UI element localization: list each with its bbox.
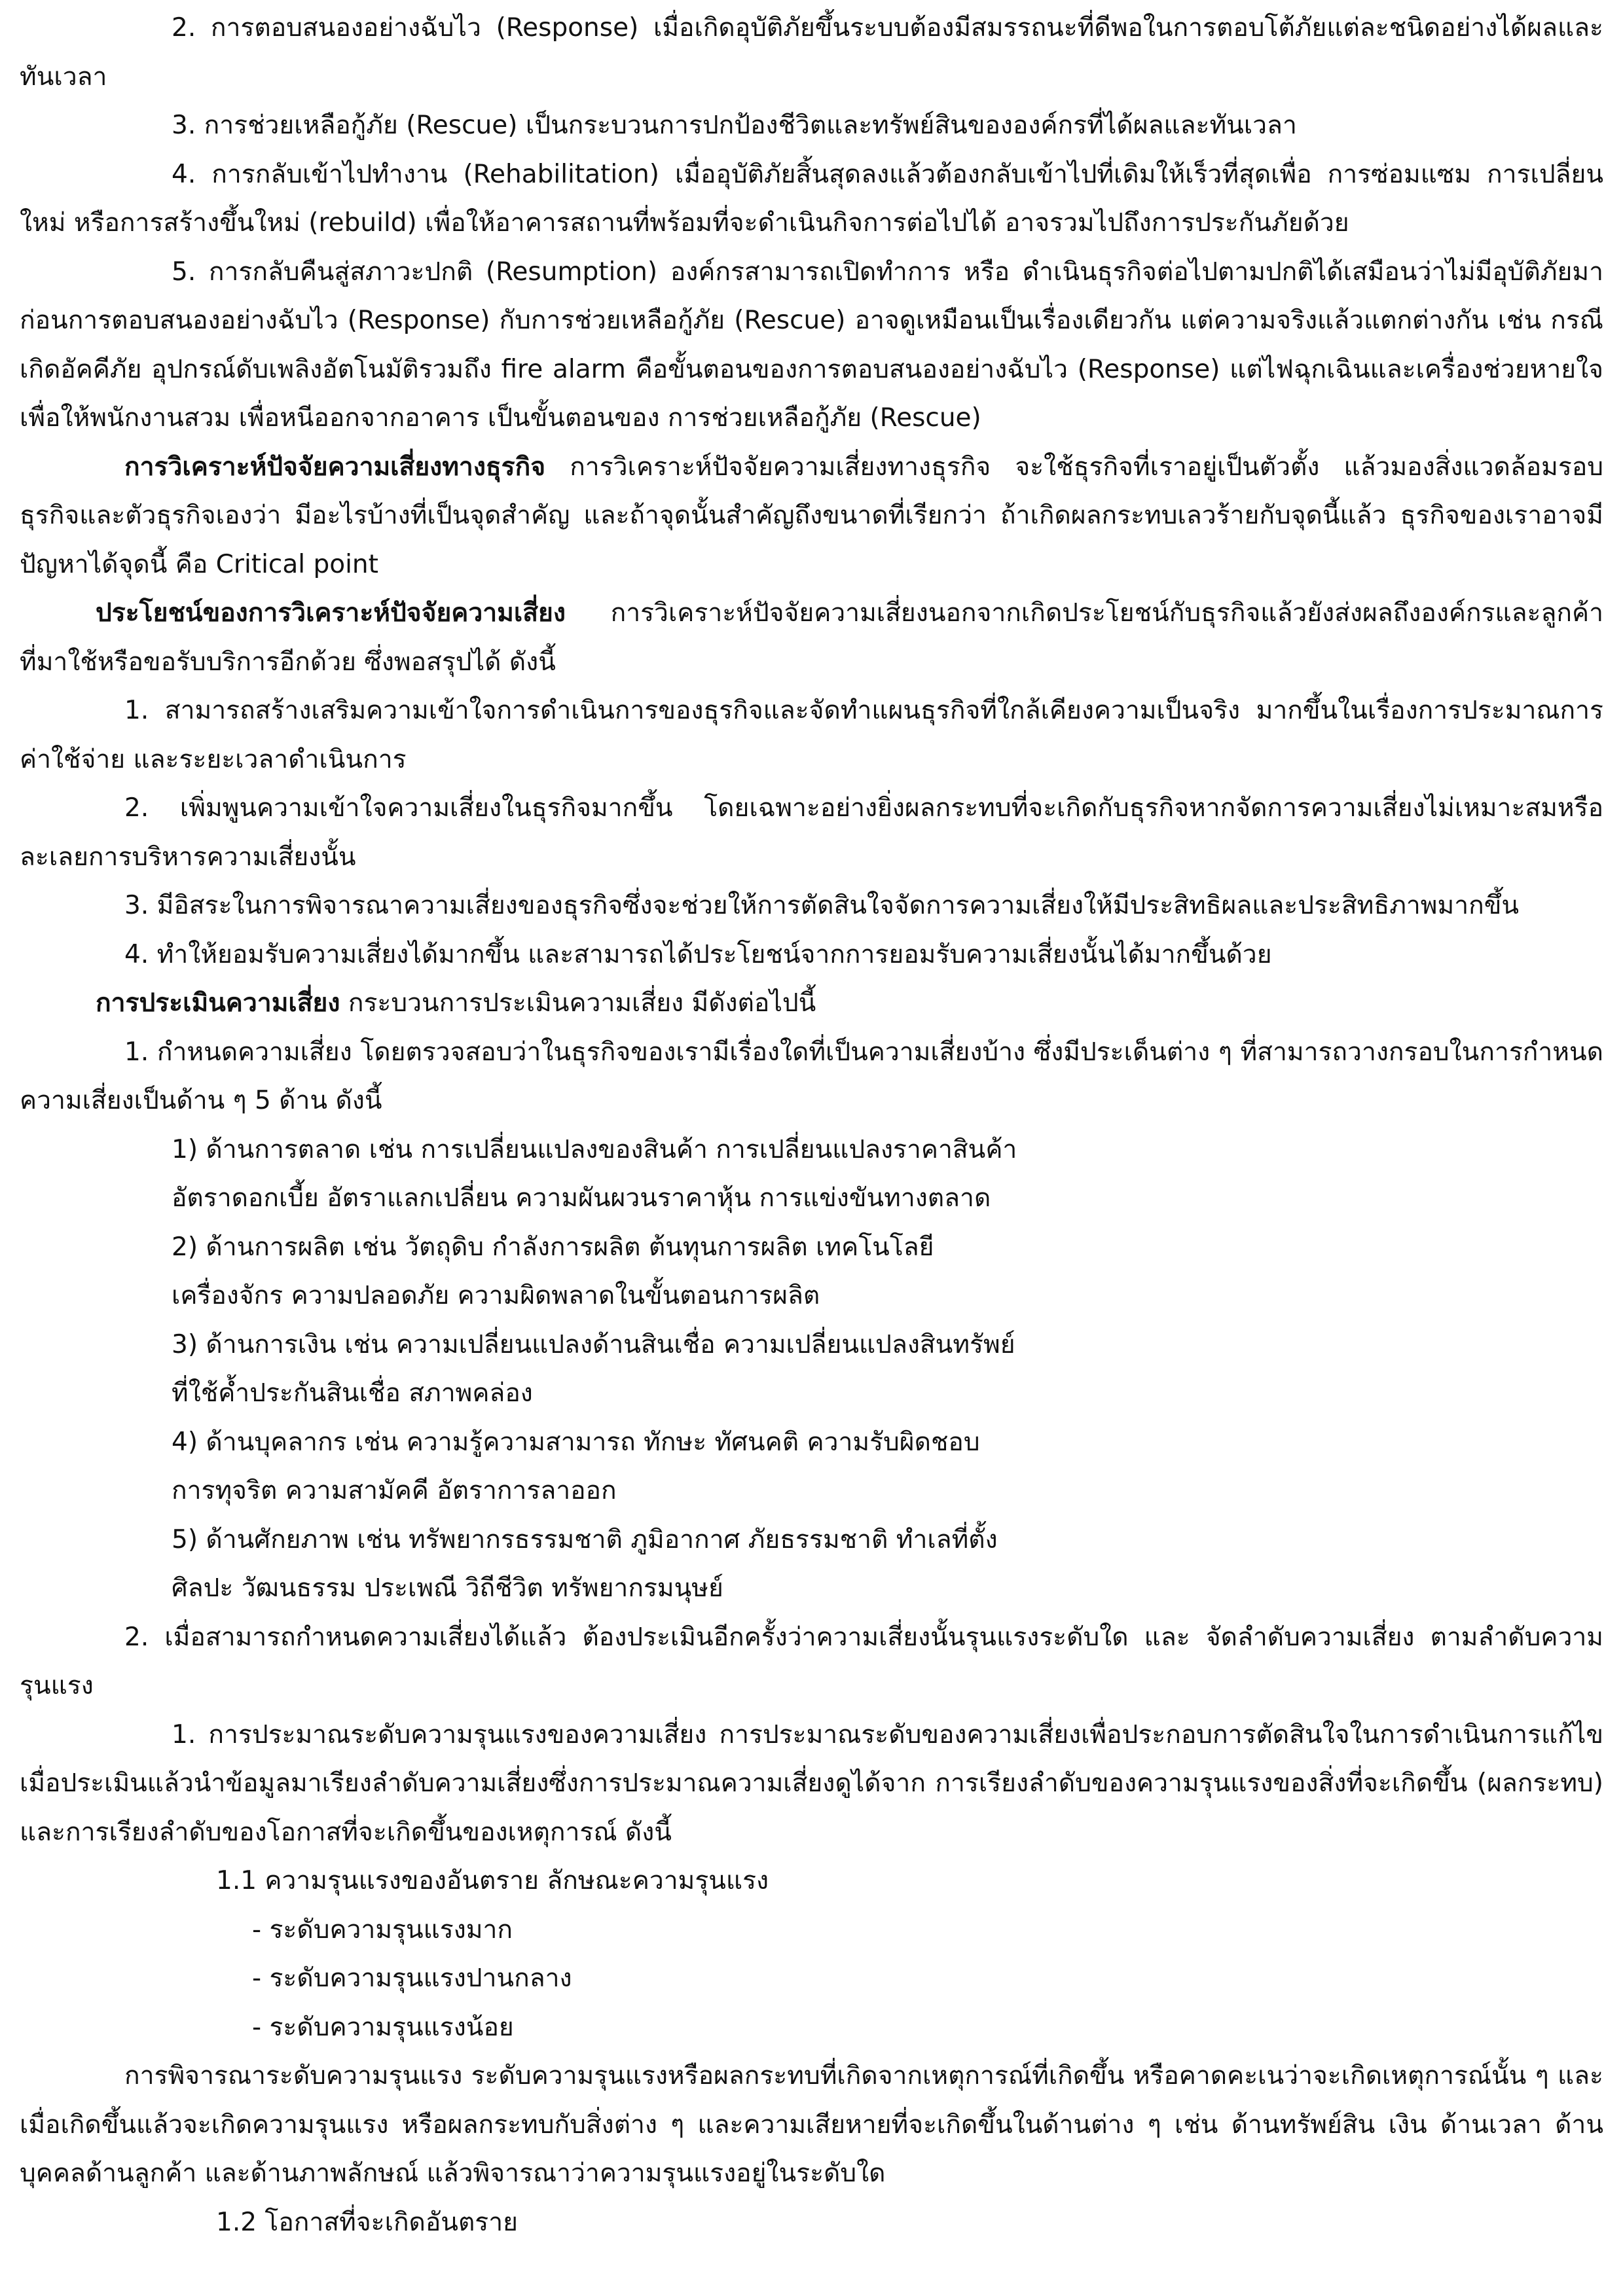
paragraph-risk-analysis-benefits xyxy=(20,589,1603,687)
benefit-item-2: 2. เพิ่มพูนความเข้าใจความเสี่ยงในธุรกิจมากขึ้น โดยเฉพาะอย่างยิ่งผลกระทบที่จะเกิดกับธุรกิจหากจัดการความเสี่ยงไม่เหมาะสมหรือละเลยการบริหารความเสี่ยงนั้น xyxy=(20,793,1603,872)
subheading-hazard-severity: 1.1 ความรุนแรงของอันตราย ลักษณะความรุนแรง xyxy=(216,1866,769,1895)
benefit-item-3: 3. มีอิสระในการพิจารณาความเสี่ยงของธุรกิจซึ่งจะช่วยให้การตัดสินใจจัดการความเสี่ยงให้มีประสิทธิผลและประสิทธิภาพมากขึ้น xyxy=(124,891,1520,920)
assessment-step-1: 1. กำหนดความเสี่ยง โดยตรวจสอบว่าในธุรกิจของเรามีเรื่องใดที่เป็นความเสี่ยงบ้าง ซึ่งมีประเด็นต่าง ๆ ที่สามารถวางกรอบในการกำหนดความเสี่ยงเป็นด้าน ๆ 5 ด้าน ดังนี้ xyxy=(20,1037,1603,1115)
paragraph-resumption: 5. การกลับคืนสู่สภาวะปกติ (Resumption) องค์กรสามารถเปิดทำการ หรือ ดำเนินธุรกิจต่อไปตามปกติได้เสมือนว่าไม่มีอุบัติภัยมาก่อนการตอบสนองอย่างฉับไว (Response) กับการช่วยเหลือกู้ภัย (Rescue) อาจดูเหมือนเป็นเรื่องเดียวกัน แต่ความจริงแล้วแตกต่างกัน เช่น กรณีเกิดอัคคีภัย อุปกรณ์ดับเพลิงอัตโนมัติรวมถึง fire alarm คือขั้นตอนของการตอบสนองอย่างฉับไว (Response) แต่ไฟฉุกเฉินและเครื่องช่วยหายใจเพื่อให้พนักงานสวม เพื่อหนีออกจากอาคาร เป็นขั้นตอนของ การช่วยเหลือกู้ภัย (Rescue) xyxy=(20,257,1603,433)
assessment-step-2: 2. เมื่อสามารถกำหนดความเสี่ยงได้แล้ว ต้องประเมินอีกครั้งว่าความเสี่ยงนั้นรุนแรงระดับใด และ จัดลำดับความเสี่ยง ตามลำดับความรุนแรง xyxy=(20,1622,1603,1700)
severity-level-high: - ระดับความรุนแรงมาก xyxy=(252,1914,513,1945)
heading-business-risk-analysis: การวิเคราะห์ปัจจัยความเสี่ยงทางธุรกิจ xyxy=(124,452,546,482)
document-page xyxy=(20,4,1603,2247)
risk-area-marketing-line2: อัตราดอกเบี้ย อัตราแลกเปลี่ยน ความผันผวนราคาหุ้น การแข่งขันทางตลาด xyxy=(172,1183,991,1213)
risk-area-production-line2: เครื่องจักร ความปลอดภัย ความผิดพลาดในขั้นตอนการผลิต xyxy=(172,1281,820,1310)
risk-area-personnel-line1: 4) ด้านบุคลากร เช่น ความรู้ความสามารถ ทักษะ ทัศนคติ ความรับผิดชอบ xyxy=(172,1427,980,1457)
risk-area-finance-line1: 3) ด้านการเงิน เช่น ความเปลี่ยนแปลงด้านสินเชื่อ ความเปลี่ยนแปลงสินทรัพย์ xyxy=(172,1329,1015,1359)
paragraph-response: 2. การตอบสนองอย่างฉับไว (Response) เมื่อเกิดอุบัติภัยขึ้นระบบต้องมีสมรรถนะที่ดีพอในการตอบโต้ภัยแต่ละชนิดอย่างได้ผลและทันเวลา xyxy=(20,13,1603,92)
paragraph-business-risk-analysis xyxy=(20,443,1603,590)
body-risk-analysis-benefits: การวิเคราะห์ปัจจัยความเสี่ยงนอกจากเกิดประโยชน์กับธุรกิจแล้วยังส่งผลถึงองค์กรและลูกค้าที่มาใช้หรือขอรับบริการอีกด้วย ซึ่งพอสรุปได้ ดังนี้ xyxy=(20,598,1603,677)
risk-area-personnel-line2: การทุจริต ความสามัคคี อัตราการลาออก xyxy=(172,1476,617,1505)
body-risk-assessment: กระบวนการประเมินความเสี่ยง มีดังต่อไปนี้ xyxy=(340,988,816,1018)
risk-area-potential-line1: 5) ด้านศักยภาพ เช่น ทรัพยากรธรรมชาติ ภูมิอากาศ ภัยธรรมชาติ ทำเลที่ตั้ง xyxy=(172,1524,998,1554)
paragraph-severity-consideration: การพิจารณาระดับความรุนแรง ระดับความรุนแรงหรือผลกระทบที่เกิดจากเหตุการณ์ที่เกิดขึ้น หรือคาดคะเนว่าจะเกิดเหตุการณ์นั้น ๆ และเมื่อเกิดขึ้นแล้วจะเกิดความรุนแรง หรือผลกระทบกับสิ่งต่าง ๆ และความเสียหายที่จะเกิดขึ้นในด้านต่าง ๆ เช่น ด้านทรัพย์สิน เงิน ด้านเวลา ด้านบุคคลด้านลูกค้า และด้านภาพลักษณ์ แล้วพิจารณาว่าความรุนแรงอยู่ในระดับใด xyxy=(20,2061,1603,2188)
severity-level-low: - ระดับความรุนแรงน้อย xyxy=(252,2012,514,2042)
severity-level-medium: - ระดับความรุนแรงปานกลาง xyxy=(252,1964,572,1993)
benefit-item-4: 4. ทำให้ยอมรับความเสี่ยงได้มากขึ้น และสามารถได้ประโยชน์จากการยอมรับความเสี่ยงนั้นได้มากขึ้นด้วย xyxy=(124,939,1272,969)
risk-area-finance-line2: ที่ใช้ค้ำประกันสินเชื่อ สภาพคล่อง xyxy=(172,1378,533,1408)
risk-area-marketing-line1: 1) ด้านการตลาด เช่น การเปลี่ยนแปลงของสินค้า การเปลี่ยนแปลงราคาสินค้า xyxy=(172,1134,1017,1164)
benefit-item-1: 1. สามารถสร้างเสริมความเข้าใจการดำเนินการของธุรกิจและจัดทำแผนธุรกิจที่ใกล้เคียงความเป็นจริง มากขึ้นในเรื่องการประมาณการค่าใช้จ่าย และระยะเวลาดำเนินการ xyxy=(20,696,1603,774)
heading-risk-analysis-benefits: ประโยชน์ของการวิเคราะห์ปัจจัยความเสี่ยง xyxy=(96,598,566,628)
body-business-risk-analysis: การวิเคราะห์ปัจจัยความเสี่ยงทางธุรกิจ จะใช้ธุรกิจที่เราอยู่เป็นตัวตั้ง แล้วมองสิ่งแวดล้อมรอบธุรกิจและตัวธุรกิจเองว่า มีอะไรบ้างที่เป็นจุดสำคัญ และถ้าจุดนั้นสำคัญถึงขนาดที่เรียกว่า ถ้าเกิดผลกระทบเลวร้ายกับจุดนี้แล้ว ธุรกิจของเราอาจมีปัญหาได้จุดนี้ คือ Critical point xyxy=(20,452,1603,579)
risk-area-production-line1: 2) ด้านการผลิต เช่น วัตถุดิบ กำลังการผลิต ต้นทุนการผลิต เทคโนโลยี xyxy=(172,1232,934,1262)
paragraph-risk-assessment xyxy=(20,979,1603,1028)
heading-risk-assessment: การประเมินความเสี่ยง xyxy=(96,988,340,1018)
paragraph-rescue: 3. การช่วยเหลือกู้ภัย (Rescue) เป็นกระบวนการปกป้องชีวิตและทรัพย์สินขององค์กรที่ได้ผลและทันเวลา xyxy=(172,111,1297,140)
paragraph-rehabilitation: 4. การกลับเข้าไปทำงาน (Rehabilitation) เมื่ออุบัติภัยสิ้นสุดลงแล้วต้องกลับเข้าไปที่เดิมให้เร็วที่สุดเพื่อ การซ่อมแซม การเปลี่ยนใหม่ หรือการสร้างขึ้นใหม่ (rebuild) เพื่อให้อาคารสถานที่พร้อมที่จะดำเนินกิจการต่อไปได้ อาจรวมไปถึงการประกันภัยด้วย xyxy=(20,159,1603,238)
paragraph-severity-estimation: 1. การประมาณระดับความรุนแรงของความเสี่ยง การประมาณระดับของความเสี่ยงเพื่อประกอบการตัดสินใจในการดำเนินการแก้ไข เมื่อประเมินแล้วนำข้อมูลมาเรียงลำดับความเสี่ยงซึ่งการประมาณความเสี่ยงดูได้จาก การเรียงลำดับของความรุนแรงของสิ่งที่จะเกิดขึ้น (ผลกระทบ) และการเรียงลำดับของโอกาสที่จะเกิดขึ้นของเหตุการณ์ ดังนี้ xyxy=(20,1719,1603,1847)
risk-area-potential-line2: ศิลปะ วัฒนธรรม ประเพณี วิถีชีวิต ทรัพยากรมนุษย์ xyxy=(172,1573,723,1603)
subheading-hazard-likelihood: 1.2 โอกาสที่จะเกิดอันตราย xyxy=(216,2207,518,2237)
